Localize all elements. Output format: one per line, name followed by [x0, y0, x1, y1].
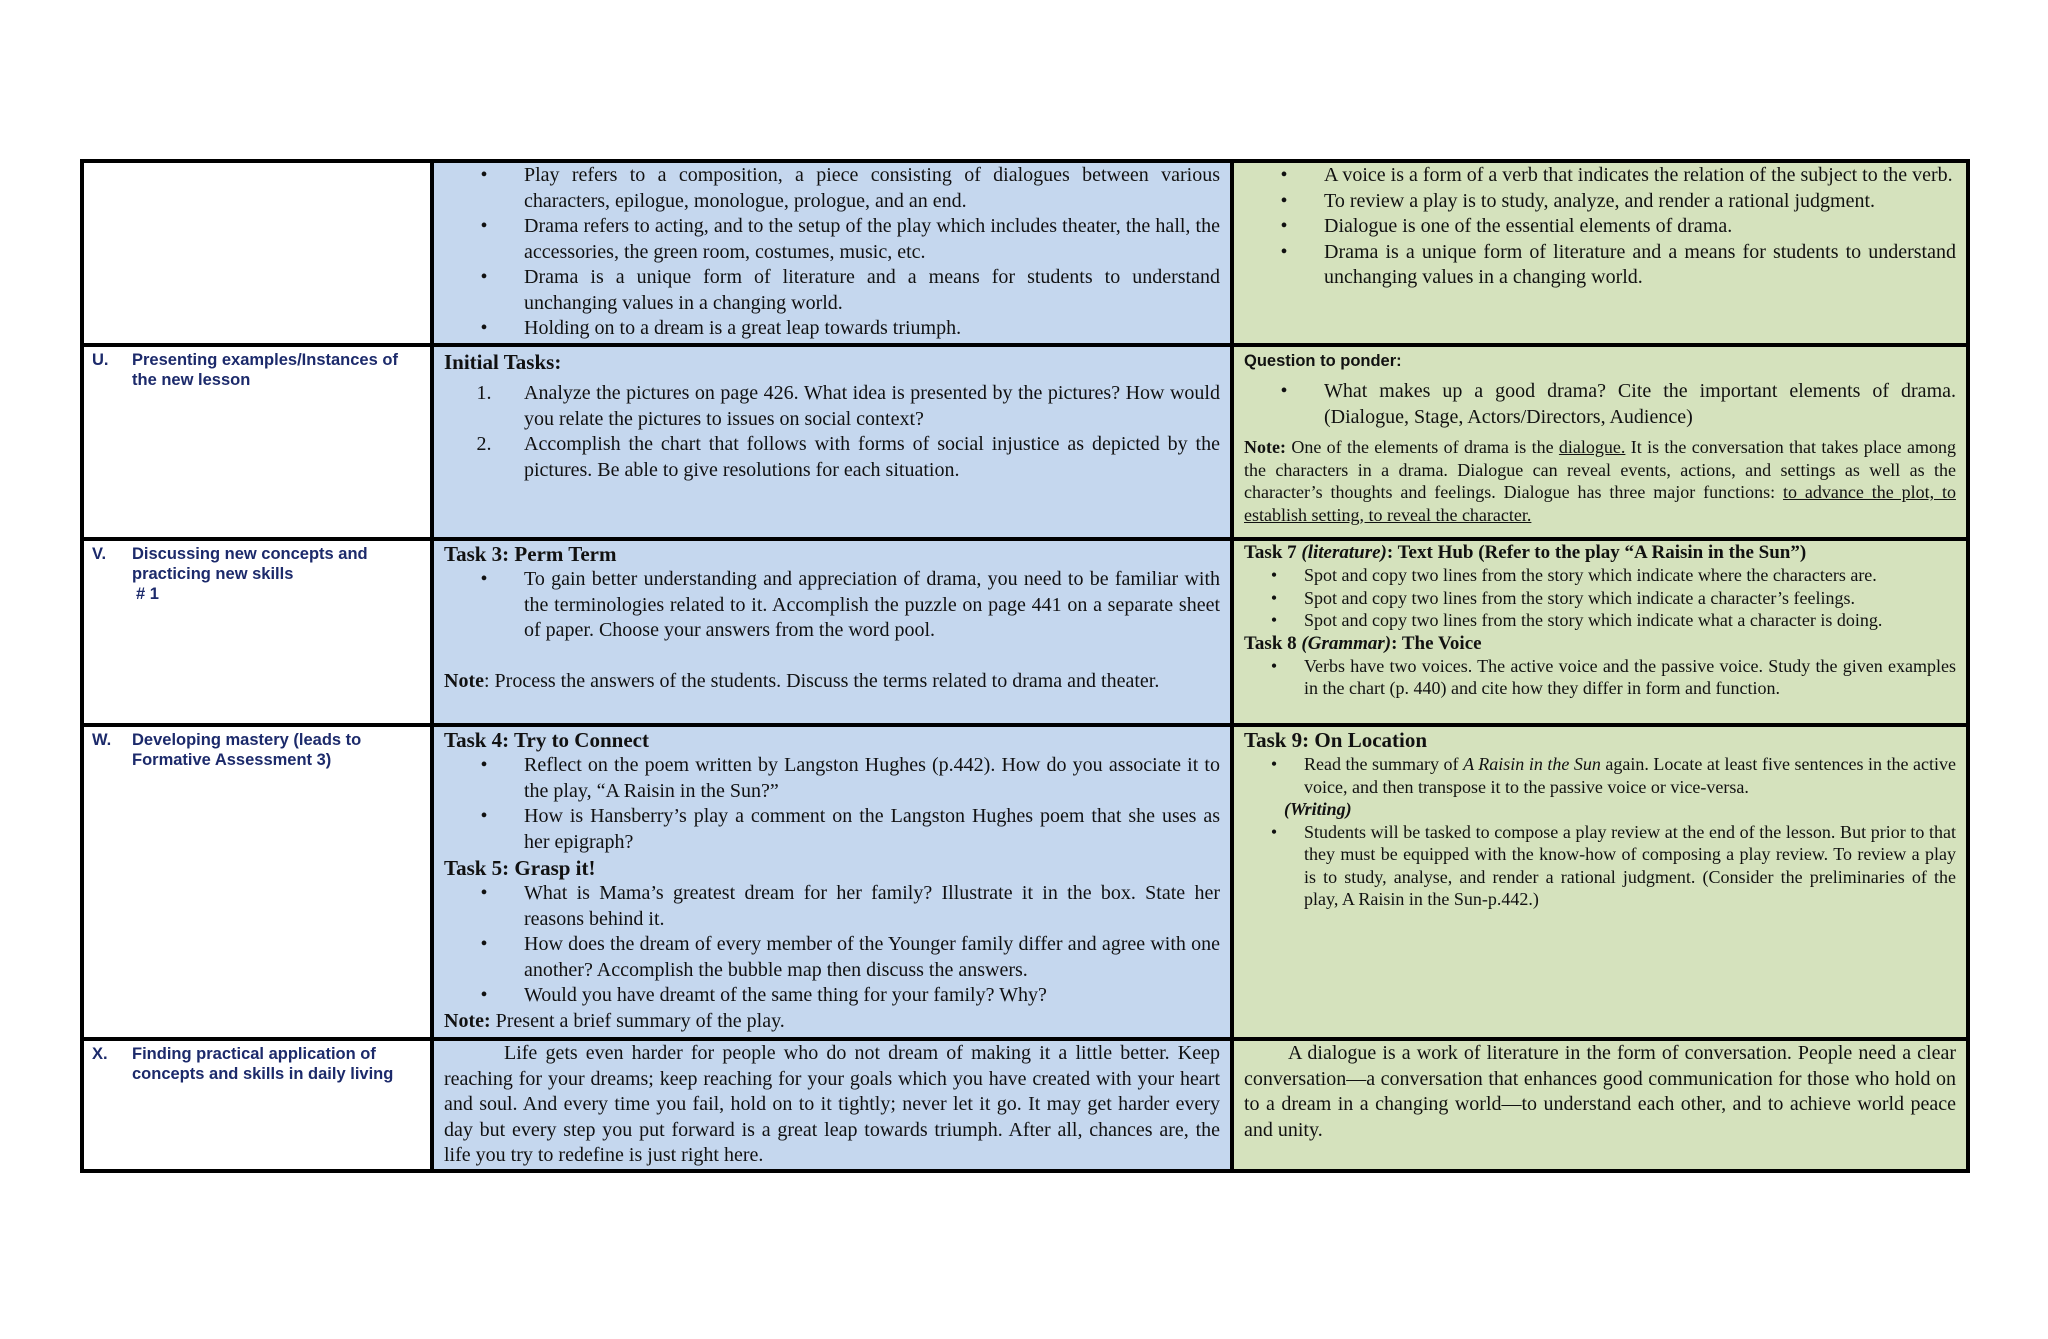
list-item: • A voice is a form of a verb that indicates the relation of the subject to the verb. — [1280, 164, 1953, 186]
list-item: • Spot and copy two lines from the story which indicate where the characters are. — [1270, 565, 1877, 585]
list-item: • Spot and copy two lines from the story which indicate what a character is doing. — [1270, 610, 1883, 630]
definition-list — [444, 163, 1220, 342]
list-item: • Students will be tasked to compose a play review at the end of the lesson. But prior to that they must be equipped with the know-how of composing a play review. To review a play is to study, analyse, and render a rational judgment. (Consider the preliminaries of the play, A Raisin in the Sun-p.442.) — [1270, 821, 1956, 909]
procedure-cell — [432, 1039, 1232, 1171]
row-letter: V. — [92, 545, 107, 563]
activity-cell — [1232, 1039, 1968, 1171]
bullet-list — [1244, 379, 1956, 430]
list-item: • Drama is a unique form of literature and a means for students to understand unchanging values in a changing world. — [480, 266, 1220, 314]
table-row — [82, 1039, 1968, 1171]
row-label-cell — [82, 1039, 432, 1171]
lesson-plan-table — [80, 159, 1970, 1173]
list-item: • Drama refers to acting, and to the setup of the play which includes theater, the hall, the accessories, the green room, costumes, music, etc. — [480, 215, 1220, 263]
list-item: • Verbs have two voices. The active voice and the passive voice. Study the given examples in the chart (p. 440) and cite how they differ in form and function. — [1270, 655, 1956, 698]
activity-cell — [1232, 345, 1968, 539]
procedure-cell — [432, 539, 1232, 725]
row-label-cell — [82, 539, 432, 725]
list-item: • To gain better understanding and appreciation of drama, you need to be familiar with the terminologies related to it. Accomplish the puzzle on page 441 on a separate sheet of paper. Choose your answers from the word pool. — [480, 568, 1220, 641]
list-item: • Holding on to a dream is a great leap towards triumph. — [480, 317, 962, 339]
note-paragraph: Note: Process the answers of the students. Discuss the terms related to drama and theater. — [444, 669, 1160, 692]
bullet-list — [444, 567, 1220, 644]
application-paragraph: Life gets even harder for people who do not dream of making it a little better. Keep reaching for your dreams; keep reaching for your goals which you have created with your heart and soul. And every time you fail, hold on to it tightly; never let it go. It may get harder every day but every step you put forward is a great leap towards triumph. After all, chances are, the life you try to redefine is just right here. — [444, 1042, 1220, 1166]
row-label: Developing mastery (leads to Formative Assessment 3) — [132, 731, 362, 769]
list-item: • What makes up a good drama? Cite the important elements of drama. (Dialogue, Stage, Actors/Directors, Audience) — [1280, 380, 1956, 428]
list-item: 1. Analyze the pictures on page 426. What idea is presented by the pictures? How would you relate the pictures to issues on social context? — [476, 382, 1220, 430]
note-paragraph: Note: Present a brief summary of the play. — [444, 1009, 785, 1032]
list-item: • Reflect on the poem written by Langston Hughes (p.442). How do you associate it to the play, “A Raisin in the Sun?” — [480, 754, 1220, 802]
task-heading: Task 4: Try to Connect — [444, 728, 649, 752]
definition-list — [1244, 163, 1956, 291]
table-row — [82, 725, 1968, 1039]
table-row — [82, 161, 1968, 345]
writing-label: (Writing) — [1284, 799, 1352, 819]
task-heading: Task 8 (Grammar): The Voice — [1244, 632, 1482, 654]
row-label: Finding practical application of concepts and skills in daily living — [132, 1045, 394, 1083]
procedure-cell — [432, 725, 1232, 1039]
row-label: Presenting examples/Instances of the new lesson — [132, 351, 398, 389]
activity-cell — [1232, 161, 1968, 345]
list-item: • Dialogue is one of the essential elements of drama. — [1280, 215, 1733, 237]
bullet-list — [444, 753, 1220, 855]
task-heading: Task 9: On Location — [1244, 728, 1428, 752]
list-item: 2. Accomplish the chart that follows with forms of social injustice as depicted by the pictures. Be able to give resolutions for each situation. — [476, 433, 1220, 481]
row-label-cell — [82, 345, 432, 539]
row-label-cell — [82, 725, 432, 1039]
procedure-cell — [432, 161, 1232, 345]
task-heading: Task 3: Perm Term — [444, 542, 617, 566]
bullet-list — [1244, 564, 1956, 632]
task-heading: Task 7 (literature): Text Hub (Refer to the play “A Raisin in the Sun”) — [1244, 542, 1807, 563]
bullet-list — [444, 881, 1220, 1009]
list-item: • Read the summary of A Raisin in the Sun again. Locate at least five sentences in the active voice, and then transpose it to the passive voice or vice-versa. — [1270, 754, 1956, 797]
row-label-cell — [82, 161, 432, 345]
procedure-cell — [432, 345, 1232, 539]
bullet-list — [1244, 753, 1956, 798]
note-paragraph: Note: One of the elements of drama is the dialogue. It is the conversation that takes place among the characters in a drama. Dialogue can reveal events, actions, and settings as well as the character’s thoughts and feelings. Dialogue has three major functions: to advance the plot, to establish setting, to reveal the character. — [1244, 437, 1956, 525]
row-letter: U. — [92, 351, 109, 369]
list-item: • To review a play is to study, analyze, and render a rational judgment. — [1280, 189, 1876, 212]
question-heading: Question to ponder: — [1244, 352, 1402, 370]
task-heading: Initial Tasks: — [444, 350, 562, 374]
table-row — [82, 345, 1968, 539]
table-row — [82, 539, 1968, 725]
list-item: • Spot and copy two lines from the story which indicate a character’s feelings. — [1270, 587, 1856, 608]
bullet-list — [1244, 821, 1956, 911]
list-item: • How does the dream of every member of the Younger family differ and agree with one another? Accomplish the bubble map then discuss the answers. — [480, 933, 1220, 981]
activity-cell — [1232, 725, 1968, 1039]
row-label-number: # 1 — [136, 585, 159, 603]
row-letter: X. — [92, 1045, 108, 1063]
bullet-list — [1244, 655, 1956, 700]
numbered-list — [444, 381, 1220, 483]
task-heading: Task 5: Grasp it! — [444, 856, 596, 880]
row-label: Discussing new concepts and practicing new skills — [132, 545, 368, 583]
activity-cell — [1232, 539, 1968, 725]
application-paragraph: A dialogue is a work of literature in the form of conversation. People need a clear conversation—a conversation that enhances good communication for those who hold on to a dream in a changing world—to understand each other, and to achieve world peace and unity. — [1244, 1042, 1956, 1141]
list-item: • How is Hansberry’s play a comment on the Langston Hughes poem that she uses as her epigraph? — [480, 805, 1220, 853]
list-item: • Drama is a unique form of literature and a means for students to understand unchanging values in a changing world. — [1280, 240, 1956, 288]
list-item: • Play refers to a composition, a piece consisting of dialogues between various characters, epilogue, monologue, prologue, and an end. — [480, 164, 1220, 212]
list-item: • What is Mama’s greatest dream for her family? Illustrate it in the box. State her reasons behind it. — [480, 882, 1220, 930]
list-item: • Would you have dreamt of the same thing for your family? Why? — [480, 984, 1047, 1006]
row-letter: W. — [92, 731, 112, 749]
